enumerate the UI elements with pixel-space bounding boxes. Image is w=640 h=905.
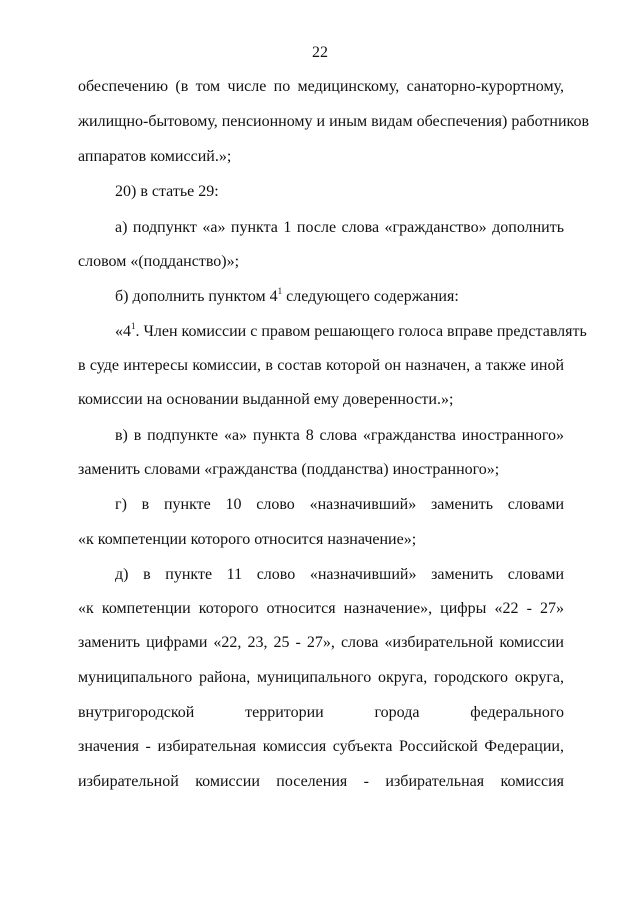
text-segment: следующего содержания: — [282, 288, 459, 305]
text-line: аппаратов комиссий.»; — [78, 148, 232, 165]
page-number: 22 — [312, 44, 328, 61]
text-line: заменить словами «гражданства (подданства) иностранного»; — [78, 461, 500, 478]
text-line: а) подпункт «а» пункта 1 после слова «гражданство» дополнить — [115, 219, 564, 236]
text-segment: . Член комиссии с правом решающего голоса вправе представлять — [135, 323, 587, 340]
text-line — [115, 321, 587, 342]
superscript: 1 — [131, 321, 136, 331]
text-line: д) в пункте 11 слово «назначивший» заменить словами — [115, 566, 564, 583]
text-line: обеспечению (в том числе по медицинскому, санаторно-курортному, — [78, 78, 564, 95]
text-line: в) в подпункте «а» пункта 8 слова «гражданства иностранного» — [115, 427, 564, 444]
superscript: 1 — [277, 286, 283, 296]
text-line: внутригородской территории города федерального — [78, 704, 564, 721]
text-line: г) в пункте 10 слово «назначивший» заменить словами — [115, 496, 564, 513]
text-line: 20) в статье 29: — [115, 183, 219, 200]
text-line — [115, 287, 564, 307]
text-line: муниципального района, муниципального округа, городского округа, — [78, 669, 564, 686]
text-line: заменить цифрами «22, 23, 25 - 27», слова «избирательной комиссии — [78, 634, 564, 651]
text-line: комиссии на основании выданной ему доверенности.»; — [78, 391, 454, 408]
text-line: «к компетенции которого относится назначение», цифры «22 - 27» — [78, 600, 564, 617]
text-line: «к компетенции которого относится назначение»; — [78, 531, 417, 548]
text-line: избирательной комиссии поселения - избирательная комиссия — [78, 773, 564, 790]
text-segment: б) дополнить пунктом 4 — [115, 288, 278, 305]
text-line: жилищно-бытовому, пенсионному и иным видам обеспечения) работников — [78, 113, 590, 130]
text-line: словом «(подданство)»; — [78, 253, 240, 270]
text-line: в суде интересы комиссии, в состав которой он назначен, а также иной — [78, 357, 564, 374]
text-segment: «4 — [115, 323, 131, 340]
text-line: значения - избирательная комиссия субъекта Российской Федерации, — [78, 738, 564, 755]
